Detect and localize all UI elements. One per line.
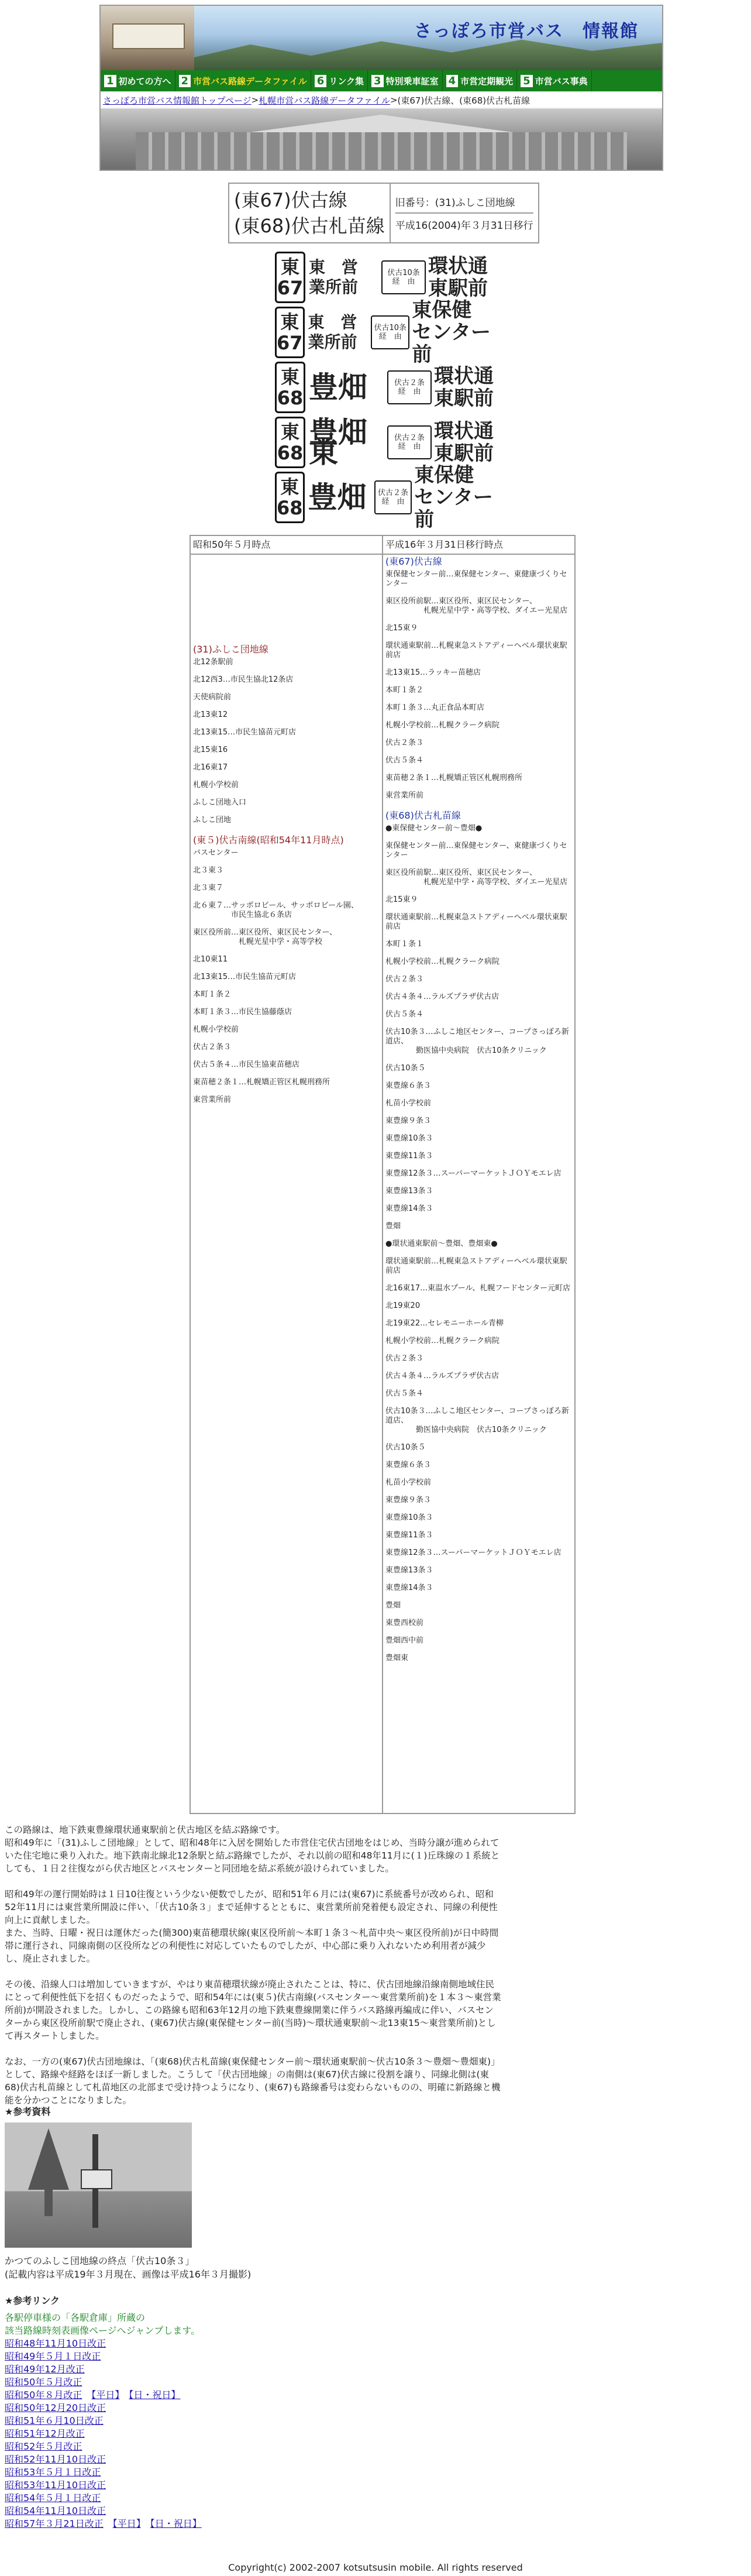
route-heading: (31)ふしこ団地線: [193, 644, 268, 655]
timetable-sublink[interactable]: 【平日】: [112, 2518, 141, 2529]
timetable-link-row: [5, 2363, 414, 2376]
breadcrumb-separator: >: [251, 95, 259, 105]
bus-stop: 札幌小学校前…札幌クラーク病院: [385, 721, 500, 730]
bus-stop: 北19東20: [385, 1301, 421, 1310]
timetable-link-row: [5, 2492, 414, 2505]
bus-stop: 伏古10条５: [385, 1443, 426, 1452]
bus-stop: 伏古10条３…ふしこ地区センター、コープさっぽろ新道店、 勤医協中央病院 伏古10条クリニック: [385, 1407, 569, 1434]
photo-caption: かつてのふしこ団地線の終点「伏古10条３」: [5, 2255, 195, 2266]
timetable-link[interactable]: 昭和48年11月10日改正: [5, 2338, 106, 2349]
references-section: [5, 2104, 414, 2530]
bus-stop: ●東保健センター前～豊畑●: [385, 824, 483, 833]
nav-label: 市営バス事典: [535, 75, 588, 87]
tree-shape: [28, 2128, 69, 2216]
timetable-link[interactable]: 昭和54年11月10日改正: [5, 2505, 106, 2516]
plate-origin: 豊畑: [309, 370, 367, 404]
badge-prefix: 東: [280, 366, 299, 388]
nav-item-1[interactable]: [101, 70, 175, 91]
bus-stop: 本町１条２: [385, 686, 424, 695]
route-info-table: [228, 183, 539, 243]
bus-stop: バスセンター: [193, 849, 239, 857]
bus-stop: 東豊線９条３: [385, 1496, 432, 1505]
route-heading: (東68)伏古札苗線: [385, 810, 461, 821]
breadcrumb-separator: >: [390, 95, 398, 105]
bus-stop: 札幌小学校前…札幌クラーク病院: [385, 1337, 500, 1345]
timetable-sublink[interactable]: 【平日】: [91, 2389, 120, 2400]
bus-stop: 北13東15…市民生協苗元町店: [193, 728, 297, 737]
main-nav: [101, 70, 662, 91]
references-heading: ★参考資料: [5, 2106, 51, 2117]
bus-stop: 伏古４条４…ラルズプラザ伏古店: [385, 992, 499, 1001]
plate-destination: 東保健 センター前: [414, 463, 493, 531]
bus-stop: 東苗穂２条１…札幌矯正管区札幌刑務所: [193, 1078, 330, 1087]
route-name-68: (東68)伏古札苗線: [234, 215, 385, 237]
bus-stop: 伏古２条３: [193, 1043, 232, 1052]
bus-stop: 北３東３: [193, 866, 224, 875]
station-building: [136, 132, 627, 170]
col1-stops: [190, 554, 383, 1813]
bus-stop: 東区役所前駅…東区役所、東区民センター、 札幌光星中学・高等学校、ダイエー光星店: [385, 868, 568, 887]
route-badge: [275, 307, 305, 358]
bus-stop: 札幌小学校前: [193, 781, 239, 789]
bus-stop: 豊畑西中前: [385, 1636, 424, 1645]
bus-stop: 豊畑: [385, 1601, 401, 1610]
bus-stop: 本町１条３…市民生協藤蔭店: [193, 1008, 292, 1016]
bus-stop: 東豊線12条３…スーパーマーケットＪＯＹモエレ店: [385, 1548, 561, 1557]
bus-stop: 北13東15…ラッキー苗穂店: [385, 668, 481, 677]
bus-stop: 天使病院前: [193, 693, 232, 702]
bus-stop: 北19東22…セレモニーホール青柳: [385, 1319, 504, 1328]
bus-stop: 北16東17…東温水プール、札幌フードセンター元町店: [385, 1284, 571, 1293]
timetable-link[interactable]: 昭和53年11月10日改正: [5, 2479, 106, 2491]
timetable-link[interactable]: 昭和52年11月10日改正: [5, 2454, 106, 2465]
bus-stop: 北13東12: [193, 710, 228, 719]
route-name-67: (東67)伏古線: [234, 189, 347, 211]
destination-plate: [275, 463, 497, 531]
description-paragraph: その後、沿線人口は増加していきますが、やはり東苗穂環状線が廃止されたことは、特に、伏古団地線沿線南側地域住民にとって利便性低下を招くものだったようで、昭和54年には(東５)伏古南線(バスセンター～東営業所前)を１本３～東営業所前)が開設されました。しかし、この路線も昭和63年12月の地下鉄東豊線開業に伴うバス路線再編成に伴い、バスセンターから東区役所前駅で廃止され、(東67)伏古線(東保健センター前(当時)～環状通東駅前～北13東15～東営業所前)として再スタートしました。: [5, 1979, 501, 2041]
bus-stop: 東豊線６条３: [385, 1081, 432, 1090]
bus-stop: 北３東７: [193, 884, 224, 892]
nav-number: 1: [104, 75, 116, 87]
station-photo: [101, 109, 662, 170]
bus-stop: 伏古10条５: [385, 1064, 426, 1073]
bus-stop: 東豊線14条３: [385, 1204, 433, 1213]
bus-stop: 東苗穂２条１…札幌矯正管区札幌刑務所: [385, 774, 523, 782]
bus-stop: 北６東７…サッポロビール、サッポロビール園、 市民生協北６条店: [193, 901, 359, 919]
timetable-link[interactable]: 昭和52年５月改正: [5, 2441, 82, 2452]
site-title: さっぽろ市営バス 情報館: [414, 21, 639, 42]
timetable-link[interactable]: 昭和51年６月10日改正: [5, 2415, 104, 2426]
timetable-link-row: [5, 2505, 414, 2517]
destination-plates: [275, 252, 497, 531]
bus-stop: 札幌小学校前: [193, 1025, 239, 1034]
badge-number: 68: [277, 387, 304, 409]
nav-item-3[interactable]: [368, 70, 443, 91]
nav-label: 特別乗車証室: [385, 75, 439, 87]
timetable-link-row: [5, 2517, 414, 2530]
plate-via: 伏古10条 経 由: [381, 260, 426, 294]
col1-header: 昭和50年５月時点: [190, 535, 383, 554]
bus-stop: 札幌小学校前…札幌クラーク病院: [385, 957, 500, 966]
nav-label: 初めての方へ: [118, 75, 171, 87]
timetable-link-row: [5, 2427, 414, 2440]
bus-stop: 東豊線10条３: [385, 1513, 433, 1522]
bus-stop: 伏古４条４…ラルズプラザ伏古店: [385, 1372, 499, 1380]
bus-stop: 東豊線９条３: [385, 1117, 432, 1125]
plate-via: 伏古２条 経 由: [387, 425, 432, 459]
bus-stop: 北15東16: [193, 746, 228, 754]
timetable-link[interactable]: 昭和57年３月21日改正: [5, 2518, 104, 2529]
old-route-number: 旧番号：(31)ふしこ団地線: [395, 194, 533, 214]
nav-item-5[interactable]: [517, 70, 592, 91]
timetable-link-row: [5, 2389, 414, 2402]
bus-stop: 伏古２条３: [385, 1354, 424, 1363]
bus-stop: 北12条駅前: [193, 658, 233, 667]
bus-stop: 本町１条２: [193, 990, 232, 999]
description-paragraph: なお、一方の(東67)伏古団地線は、「(東68)伏古札苗線(東保健センター前～環状通東駅前～伏古10条３～豊畑～豊畑東)」として、路線や経路をほぼ一新しました。こうして「伏古団地線」の南側は(東67)伏古線に役割を譲り、同線北側は(東68)伏古札苗線として札苗地区の北部まで受け持つようになり、(東67)も路線番号は変わらないものの、明確に新路線と機能を分かつことになりました。: [5, 2056, 501, 2106]
bus-stop: ふしこ団地: [193, 816, 232, 825]
bus-stop: 環状通東駅前…札幌東急ストアディーヘベル環状東駅前店: [385, 1257, 567, 1275]
bus-stop: 札苗小学校前: [385, 1099, 432, 1108]
destination-plate: [275, 362, 497, 413]
terminus-photo: [5, 2122, 192, 2248]
plate-origin: 東 営 業所前: [309, 257, 359, 297]
badge-number: 68: [277, 442, 304, 464]
bus-stop: 東区役所前…東区役所、東区民センター、 札幌光星中学・高等学校: [193, 928, 337, 946]
nav-label: 市営定期観光: [460, 75, 514, 87]
timetable-link-row: [5, 2337, 414, 2350]
bus-stop: 北12西3…市民生協北12条店: [193, 675, 294, 684]
timetable-links: [5, 2311, 414, 2530]
bus-stop: 東豊線11条３: [385, 1531, 433, 1540]
route-description: [5, 1823, 502, 2120]
timetable-link[interactable]: 昭和53年５月１日改正: [5, 2467, 101, 2478]
links-heading: ★参考リンク: [5, 2295, 60, 2306]
breadcrumb-parent-link[interactable]: 札幌市営バス路線データファイル: [259, 95, 390, 106]
bus-stop: 東豊線12条３…スーパーマーケットＪＯＹモエレ店: [385, 1169, 561, 1178]
plate-origin: 豊畑: [308, 480, 367, 514]
route-badge: [275, 417, 305, 468]
bus-stop: 本町１条１: [385, 940, 424, 949]
nav-item-6[interactable]: [311, 70, 368, 91]
bus-stop: 東営業所前: [193, 1095, 232, 1104]
bus-stop: 北16東17: [193, 763, 228, 772]
bus-stop: 札苗小学校前: [385, 1478, 432, 1487]
description-paragraph: 昭和49年の運行開始時は１日10往復という少ない便数でしたが、昭和51年６月には(東67)に系統番号が改められ、昭和52年11月には東営業所開設に伴い、「伏古10条３」まで延伸するとともに、東営業所前発着便も設定され、同線の利便性向上に貢献しました。 また、当時、日曜・祝日は運休だった(簡300)東苗穂環状線(東区役所前～本町１条３～札苗中央～東区役所前)が日中時間帯に運行され、同線南側の区役所などの利便性に対応していたものでしたが、中心部に乗り入れないため利用者が減少し、廃止されました。: [5, 1889, 499, 1964]
route-badge: [275, 362, 305, 413]
bus-stop: 環状通東駅前…札幌東急ストアディーヘベル環状東駅前店: [385, 641, 567, 660]
bus-stop: 伏古５条４…市民生協東苗穂店: [193, 1060, 300, 1069]
bus-stop: 東区役所前駅…東区役所、東区民センター、 札幌光星中学・高等学校、ダイエー光星店: [385, 597, 568, 615]
photo-note: (記載内容は平成19年３月現在、画像は平成16年３月撮影): [5, 2269, 252, 2280]
col2-stops: [383, 554, 575, 1813]
badge-prefix: 東: [280, 256, 299, 278]
badge-number: 67: [277, 277, 304, 299]
nav-label: 市営バス路線データファイル: [193, 75, 307, 87]
route-history: [390, 183, 539, 243]
badge-number: 68: [277, 497, 303, 519]
bus-photo: [101, 6, 194, 70]
bus-stop: 伏古５条４: [385, 1010, 424, 1019]
nav-number: 4: [446, 75, 459, 87]
destination-plate: [275, 417, 497, 468]
bus-stop: 東営業所前: [385, 791, 424, 800]
plate-via: 伏古２条 経 由: [374, 480, 412, 514]
links-note-1: 各駅停車様の「各駅倉庫」所蔵の: [5, 2312, 146, 2323]
timetable-link[interactable]: 昭和49年５月１日改正: [5, 2351, 101, 2362]
route-badge: [275, 472, 305, 523]
bus-stop: 東保健センター前…東保健センター、東健康づくりセンター: [385, 842, 567, 860]
bus-stop: 東豊線14条３: [385, 1584, 433, 1592]
nav-number: 6: [315, 75, 327, 87]
bus-stop: 伏古10条３…ふしこ地区センター、コープさっぽろ新道店、 勤医協中央病院 伏古10条クリニック: [385, 1028, 569, 1055]
plate-origin: 東 営 業所前: [308, 312, 357, 352]
bus-stop: 環状通東駅前…札幌東急ストアディーヘベル環状東駅前店: [385, 913, 567, 931]
plate-destination: 環状通 東駅前: [428, 255, 488, 300]
timetable-link[interactable]: 昭和49年12月改正: [5, 2364, 85, 2375]
plate-destination: 環状通 東駅前: [434, 420, 494, 465]
bus-stop: 豊畑東: [385, 1654, 409, 1663]
bus-stop: 東豊線13条３: [385, 1187, 433, 1196]
links-note-2: 該当路線時刻表画像ページへジャンプします。: [5, 2325, 201, 2336]
nav-label: リンク集: [329, 75, 364, 87]
timetable-sublink[interactable]: 【日・祝日】: [129, 2389, 181, 2400]
transition-date: 平成16(2004)年３月31日移行: [395, 220, 533, 232]
badge-prefix: 東: [280, 421, 299, 443]
breadcrumb-current: (東67)伏古線、(東68)伏古札苗線: [397, 95, 530, 106]
site-header: [99, 5, 663, 171]
nav-number: 5: [521, 75, 533, 87]
bus-stop: 東豊線13条３: [385, 1566, 433, 1575]
col2-header: 平成16年３月31日移行時点: [383, 535, 575, 554]
nav-item-2[interactable]: [175, 70, 311, 91]
bus-stop: 伏古５条４: [385, 756, 424, 765]
badge-prefix: 東: [280, 311, 299, 333]
copyright-footer: Copyright(c) 2002-2007 kotsutsusin mobile. All rights reserved: [228, 2562, 523, 2573]
timetable-link-row: [5, 2402, 414, 2414]
nav-item-4[interactable]: [443, 70, 518, 91]
bus-stop: 北15東９: [385, 895, 418, 904]
destination-plate: [275, 298, 497, 366]
plate-destination: 環状通 東駅前: [434, 365, 494, 410]
bus-stop: 東豊西校前: [385, 1619, 424, 1627]
bus-stop: 東保健センター前…東保健センター、東健康づくりセンター: [385, 570, 567, 588]
route-heading: (東67)伏古線: [385, 556, 442, 567]
route-heading: (東５)伏古南線(昭和54年11月時点): [193, 834, 344, 846]
badge-prefix: 東: [280, 476, 299, 498]
bus-stop: 伏古２条３: [385, 975, 424, 984]
timetable-link[interactable]: 昭和50年８月改正: [5, 2389, 82, 2400]
timetable-link-row: [5, 2479, 414, 2492]
bus-stop: 伏古２条３: [385, 739, 424, 747]
bus-stop: 豊畑: [385, 1222, 401, 1231]
timetable-link-row: [5, 2414, 414, 2427]
timetable-link-row: [5, 2440, 414, 2453]
header-banner: [101, 6, 662, 70]
landscape-image: [194, 38, 662, 70]
destination-plate: [275, 252, 497, 303]
timetable-link-row: [5, 2350, 414, 2363]
bus-stop: 北13東15…市民生協苗元町店: [193, 973, 297, 981]
timetable-link[interactable]: 昭和50年５月改正: [5, 2376, 82, 2388]
bus-stop-sign: [81, 2169, 112, 2189]
route-badge: [275, 252, 305, 303]
bus-stop: 北10東11: [193, 955, 228, 964]
timetable-sublink[interactable]: 【日・祝日】: [150, 2518, 202, 2529]
bus-stop: ●環状通東駅前～豊畑、豊畑東●: [385, 1239, 498, 1248]
nav-number: 2: [179, 75, 191, 87]
timetable-link-row: [5, 2466, 414, 2479]
timetable-link-row: [5, 2376, 414, 2389]
breadcrumb-home-link[interactable]: さっぽろ市営バス情報館トップページ: [103, 95, 252, 106]
badge-number: 67: [277, 332, 303, 354]
bus-stop: 東豊線11条３: [385, 1152, 433, 1160]
plate-origin: 豊畑東: [309, 415, 367, 469]
bus-stop: 東豊線10条３: [385, 1134, 433, 1143]
bus-stop: 北15東９: [385, 624, 418, 633]
route-names: [229, 183, 390, 243]
bus-stop: 本町１条３…丸正食品本町店: [385, 703, 485, 712]
timetable-link[interactable]: 昭和51年12月改正: [5, 2428, 85, 2439]
timetable-link[interactable]: 昭和50年12月20日改正: [5, 2402, 106, 2413]
timetable-link-row: [5, 2453, 414, 2466]
timetable-link[interactable]: 昭和54年５月１日改正: [5, 2492, 101, 2503]
plate-destination: 東保健 センター前: [412, 298, 491, 366]
breadcrumb: [101, 92, 662, 108]
bus-stop: 東豊線６条３: [385, 1461, 432, 1469]
plate-via: 伏古２条 経 由: [387, 370, 432, 404]
bus-stop: 伏古５条４: [385, 1389, 424, 1398]
bus-stop: ふしこ団地入口: [193, 798, 247, 807]
nav-number: 3: [371, 75, 384, 87]
description-paragraph: この路線は、地下鉄東豊線環状通東駅前と伏古地区を結ぶ路線です。 昭和49年に「(31)ふしこ団地線」として、昭和48年に入居を開始した市営住宅伏古団地をはじめ、当時分譲が進められていた住宅地に乗り入れた。地下鉄南北線北12条駅と結ぶ路線でしたが、それ以前の昭和48年11月に(１)丘珠線の１系統としても、１日２往復ながら伏古地区とバスセンターと同団地を結ぶ系統が設けられていました。: [5, 1825, 500, 1874]
route-stops-table: [190, 535, 576, 1814]
plate-via: 伏古10条 経 由: [371, 315, 409, 349]
